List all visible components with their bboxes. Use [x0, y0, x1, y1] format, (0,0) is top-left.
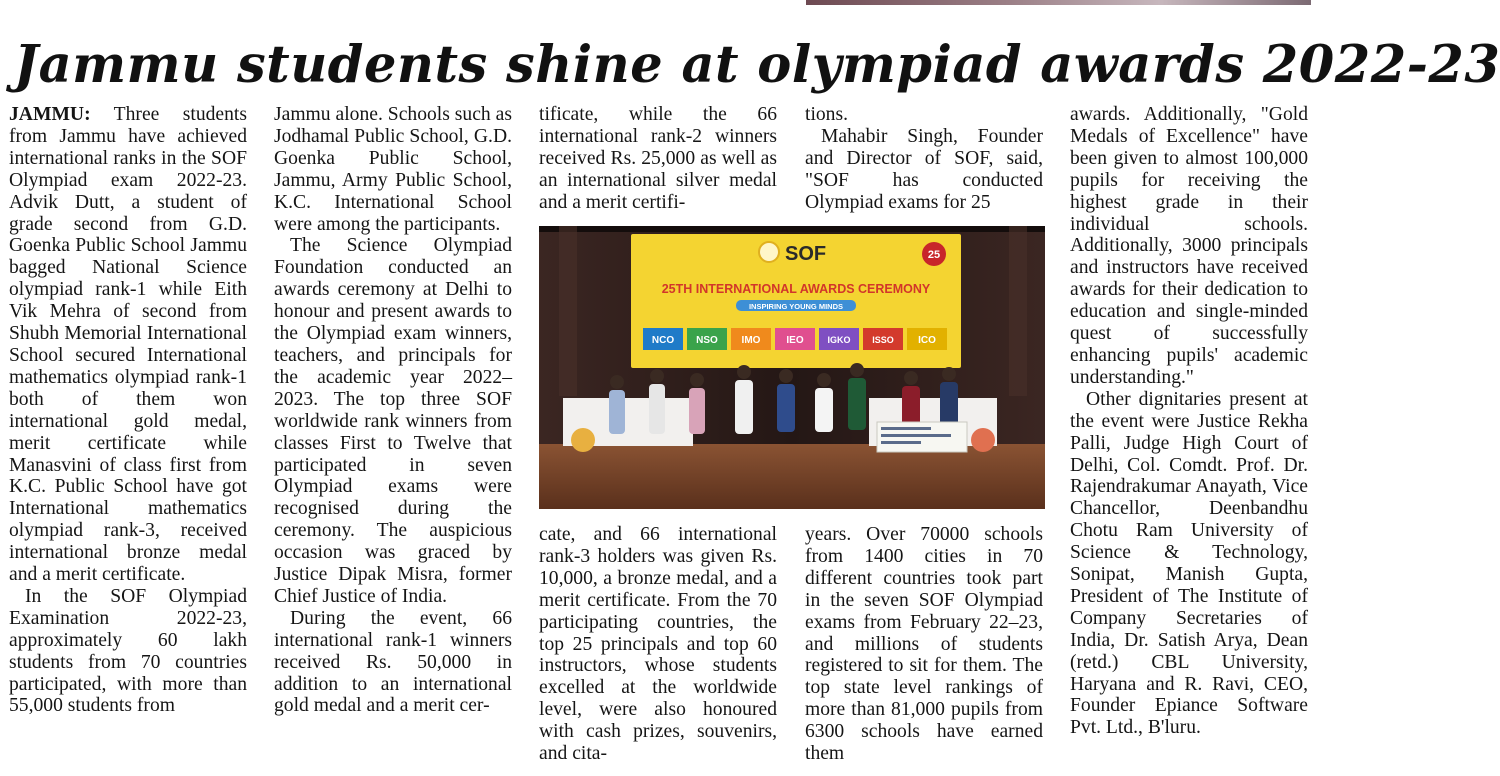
paragraph: During the event, 66 international rank-1 winners received Rs. 50,000 in addition to an international gold medal and a merit cer-	[274, 607, 512, 717]
column-3-bottom	[539, 524, 777, 765]
sof-logo: SOF	[785, 243, 827, 265]
column-5	[1070, 104, 1308, 739]
paragraph: awards. Additionally, "Gold Medals of Excellence" have been given to almost 100,000 pupils for receiving the highest grade in their individual schools. Additionally, 3000 principals and instructors have received awards for their dedication to education and single-minded quest of successfully enhancing pupils' academic understanding."	[1070, 104, 1308, 388]
paragraph: cate, and 66 international rank-3 holders was given Rs. 10,000, a bronze medal, and a merit certificate. From the 70 participating countries, the top 25 principals and top 60 instructors, whose students excelled at the worldwide level, were also honoured with cash prizes, souvenirs, and cita-	[539, 524, 777, 765]
dateline: JAMMU:	[9, 104, 91, 125]
column-3-top	[539, 104, 777, 214]
bulb-icon	[759, 242, 779, 262]
olympiad-code: IMO	[741, 335, 761, 346]
flower-decoration	[971, 428, 995, 452]
flower-decoration	[571, 428, 595, 452]
paragraph: Mahabir Singh, Founder and Director of SOF, said, "SOF has conducted Olympiad exams for 25	[805, 125, 1043, 213]
column-1	[9, 104, 247, 717]
olympiad-code: NCO	[651, 335, 675, 346]
paragraph: years. Over 70000 schools from 1400 cities in 70 different countries took part in the seven SOF Olympiad exams from February 22–23, and millions of students registered to sit for them. The top state level rankings of more than 81,000 pupils from 6300 schools have earned them	[805, 524, 1043, 765]
paragraph: The Science Olympiad Foundation conducted an awards ceremony at Delhi to honour and present awards to the Olympiad exam winners, teachers, and principals for the academic year 2022–2023. The top three SOF worldwide rank winners from classes First to Twelve that participated in seven Olympiad exams were recognised during the ceremony. The auspicious occasion was graced by Justice Dipak Misra, former Chief Justice of India.	[274, 235, 512, 607]
paragraph: tions.	[805, 104, 849, 125]
column-2	[274, 104, 512, 717]
top-photo-strip	[806, 0, 1311, 5]
anniversary-badge: 25	[927, 249, 941, 261]
olympiad-code: NSO	[696, 335, 718, 346]
paragraph: tificate, while the 66 international rank-2 winners received Rs. 25,000 as well as an international silver medal and a merit certifi-	[539, 104, 777, 213]
olympiad-code: IEO	[786, 335, 804, 346]
ceremony-photo-illustration	[539, 226, 1045, 509]
paragraph: Jammu alone. Schools such as Jodhamal Public School, G.D. Goenka Public School, Jammu, Army Public School, K.C. International School were among the participants.	[274, 104, 512, 235]
stage-floor	[539, 444, 1045, 509]
ceremony-photo	[539, 226, 1045, 509]
headline: Jammu students shine at olympiad awards 2022-23	[14, 35, 1500, 95]
olympiad-code: ICO	[918, 335, 936, 346]
olympiad-code: IGKO	[827, 335, 851, 345]
column-4-bottom	[805, 524, 1043, 765]
olympiad-code: ISSO	[872, 335, 894, 345]
paragraph: Other dignitaries present at the event were Justice Rekha Palli, Judge High Court of Delhi, Col. Comdt. Prof. Dr. Rajendrakumar Anayath, Vice Chancellor, Deenbandhu Chotu Ram University of Science & Technology, Sonipat, Manish Gupta, President of The Institute of Company Secretaries of India, Dr. Satish Arya, Dean (retd.) CBL University, Haryana and R. Ravi, CEO, Founder Epiance Software Pvt. Ltd., B'luru.	[1070, 388, 1308, 739]
paragraph-text: Three students from Jammu have achieved international ranks in the SOF Olympiad exam 2022-23. Advik Dutt, a student of grade second from G.D. Goenka Public School Jammu bagged National Science olympiad rank-1 while Eith Vik Mehra of second from Shubh Memorial International School secured International mathematics olympiad rank-1 both of them won international gold medal, merit certificate while Manasvini of class first from K.C. Public School have got International mathematics olympiad rank-3, received international bronze medal and a merit certificate.	[9, 104, 247, 586]
column-4-top	[805, 104, 1043, 214]
paragraph: In the SOF Olympiad Examination 2022-23, approximately 60 lakh students from 70 countries participated, with more than 55,000 students from	[9, 585, 247, 717]
banner-tagline: INSPIRING YOUNG MINDS	[748, 302, 844, 311]
olympiad-code-row	[643, 328, 947, 350]
paragraph	[9, 104, 247, 586]
banner-title: 25TH INTERNATIONAL AWARDS CEREMONY	[661, 282, 931, 296]
